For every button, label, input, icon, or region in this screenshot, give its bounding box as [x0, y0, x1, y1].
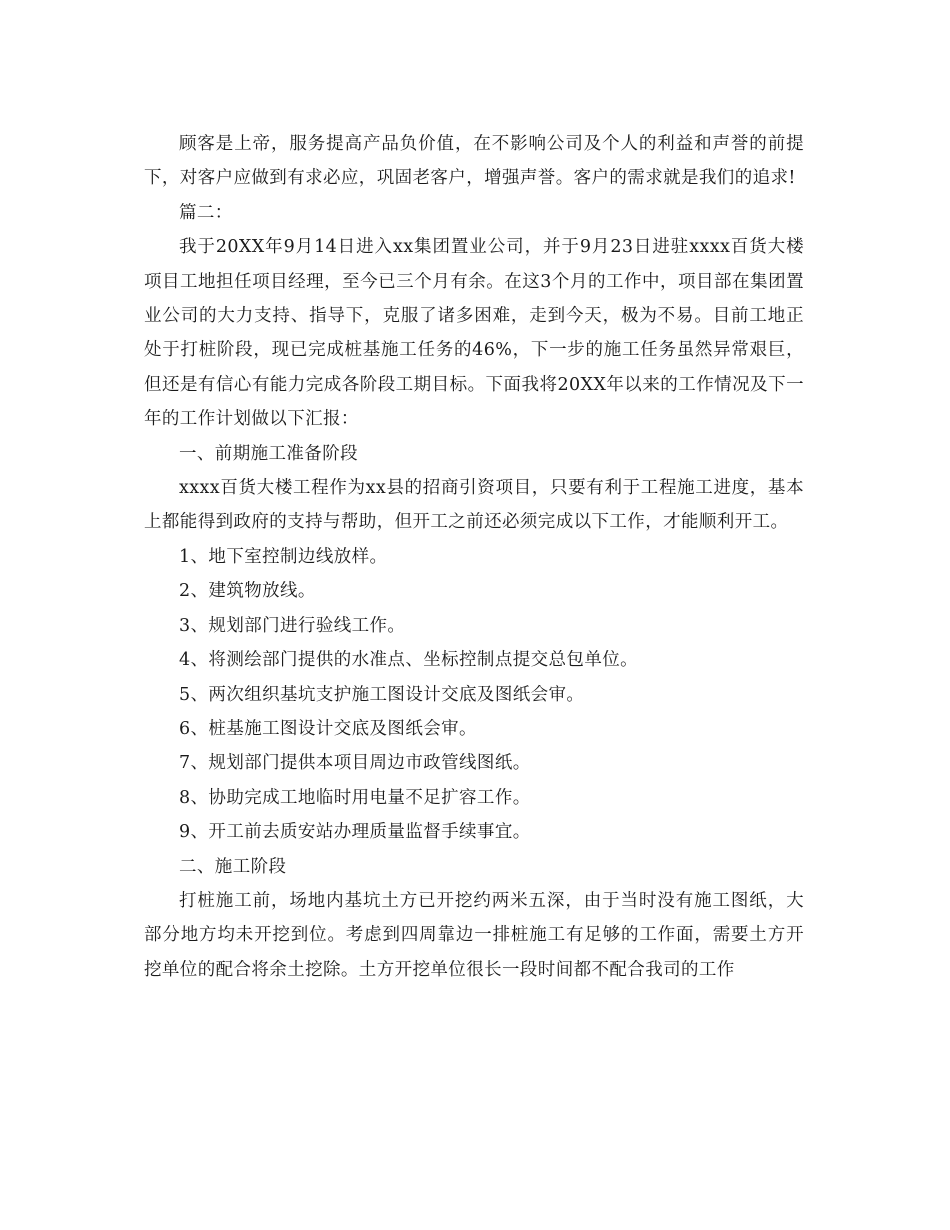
paragraph-customer-service: 顾客是上帝，服务提高产品负价值，在不影响公司及个人的利益和声誉的前提下，对客户应做到有求必应，巩固老客户，增强声誉。客户的需求就是我们的追求!	[144, 134, 804, 189]
list-item-7: 7、规划部门提供本项目周边市政管线图纸。	[179, 753, 531, 774]
heading-construction-stage: 二、施工阶段	[179, 856, 287, 877]
paragraph-construction: 打桩施工前，场地内基坑土方已开挖约两米五深，由于当时没有施工图纸，大部分地方均未开挖到位。考虑到四周靠边一排桩施工有足够的工作面，需要土方开挖单位的配合将余土挖除。土方开挖单位很长一段时间都不配合我司的工作	[144, 890, 804, 980]
list-item-6: 6、桩基施工图设计交底及图纸会审。	[179, 718, 477, 739]
list-item-2: 2、建筑物放线。	[179, 581, 316, 602]
list-item-8: 8、协助完成工地临时用电量不足扩容工作。	[179, 787, 531, 808]
heading-preparation-stage: 一、前期施工准备阶段	[179, 443, 358, 464]
list-item-1: 1、地下室控制边线放样。	[179, 546, 388, 567]
section-heading-part-two: 篇二：	[179, 202, 233, 223]
list-item-4: 4、将测绘部门提供的水准点、坐标控制点提交总包单位。	[179, 650, 639, 671]
list-item-9: 9、开工前去质安站办理质量监督手续事宜。	[179, 822, 531, 843]
paragraph-introduction: 我于20XX年9月14日进入xx集团置业公司，并于9月23日进驻xxxx百货大楼项目工地担任项目经理，至今已三个月有余。在这3个月的工作中，项目部在集团置业公司的大力支持、指导下，克服了诸多困难，走到今天，极为不易。目前工地正处于打桩阶段，现已完成桩基施工任务的46%，下一步的施工任务虽然异常艰巨，但还是有信心有能力完成各阶段工期目标。下面我将20XX年以来的工作情况及下一年的工作计划做以下汇报：	[144, 237, 804, 430]
list-item-3: 3、规划部门进行验线工作。	[179, 615, 406, 636]
paragraph-preparation-intro: xxxx百货大楼工程作为xx县的招商引资项目，只要有利于工程施工进度，基本上都能得到政府的支持与帮助，但开工之前还必须完成以下工作，才能顺利开工。	[144, 478, 804, 533]
list-item-5: 5、两次组织基坑支护施工图设计交底及图纸会审。	[179, 684, 585, 705]
document-body	[144, 127, 804, 987]
